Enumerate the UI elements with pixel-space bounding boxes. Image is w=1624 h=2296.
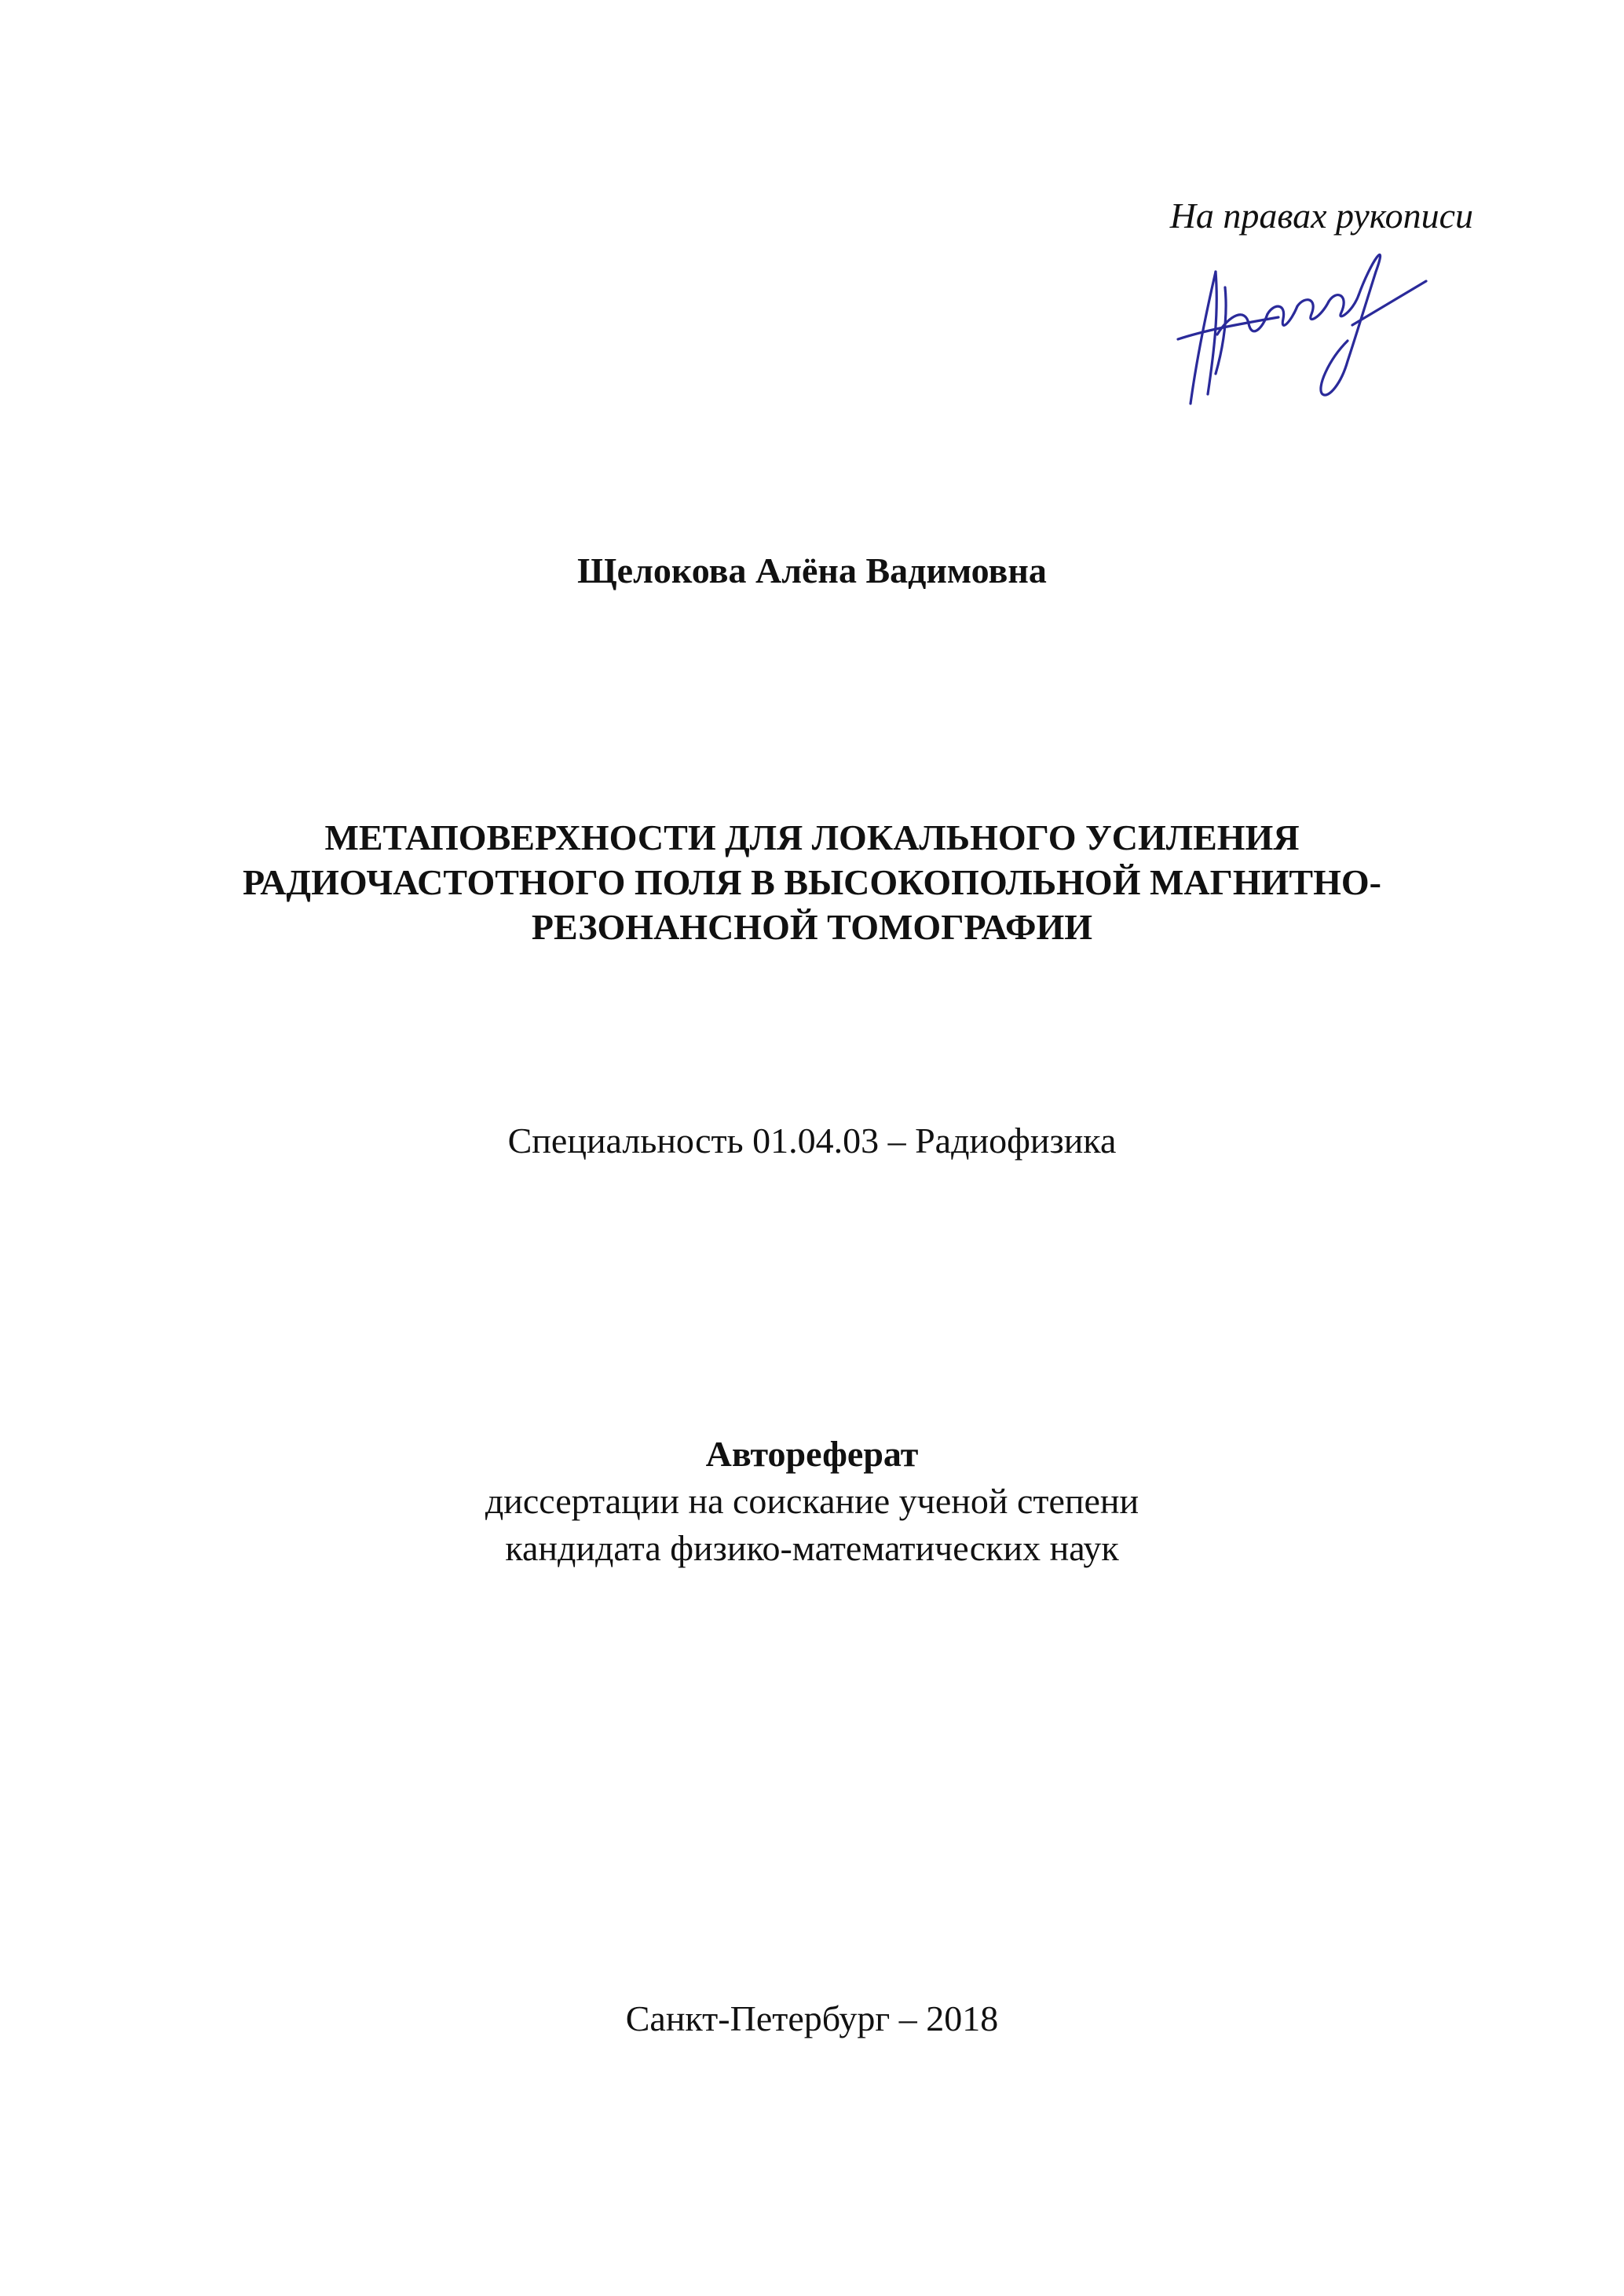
title-line: РЕЗОНАНСНОЙ ТОМОГРАФИИ: [531, 907, 1093, 947]
abstract-line: диссертации на соискание ученой степени: [485, 1481, 1139, 1521]
title-line: РАДИОЧАСТОТНОГО ПОЛЯ В ВЫСОКОПОЛЬНОЙ МАГНИТНО-: [242, 862, 1381, 902]
abstract-line: кандидата физико-математических наук: [505, 1528, 1119, 1568]
dissertation-title: [0, 815, 1624, 949]
place-year: Санкт-Петербург – 2018: [625, 1998, 999, 2038]
abstract-block: [0, 1431, 1624, 1572]
author-name: Щелокова Алёна Вадимовна: [577, 550, 1047, 590]
handwritten-signature-icon: [1170, 240, 1429, 413]
abstract-heading: Автореферат: [705, 1434, 919, 1474]
specialty: Специальность 01.04.03 – Радиофизика: [507, 1121, 1117, 1161]
title-line: МЕТАПОВЕРХНОСТИ ДЛЯ ЛОКАЛЬНОГО УСИЛЕНИЯ: [324, 817, 1300, 857]
manuscript-note: На правах рукописи: [1169, 196, 1473, 236]
